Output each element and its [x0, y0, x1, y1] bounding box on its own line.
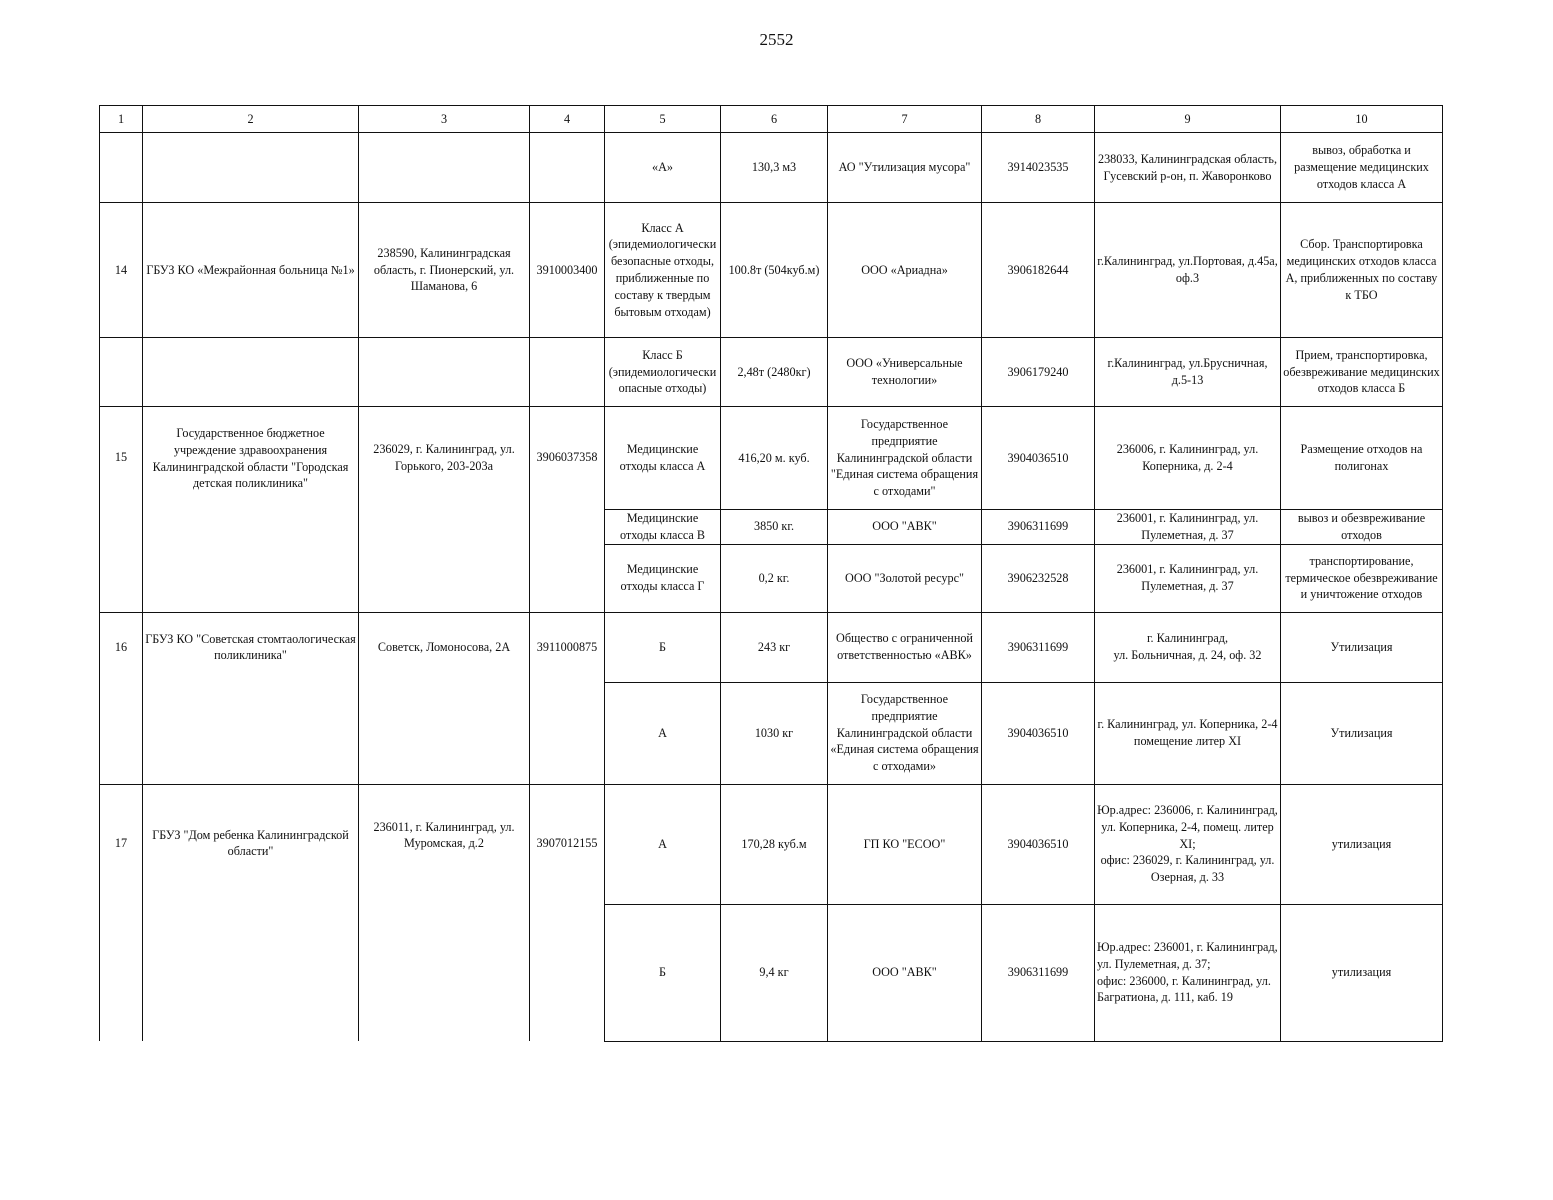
contractor-name: Государственное предприятие Калининградской области «Единая система обращения с отходами»	[828, 682, 982, 784]
organization-name	[143, 338, 359, 407]
table-row	[100, 612, 1443, 682]
organization-name	[143, 133, 359, 203]
organization-address	[359, 338, 530, 407]
header-row	[100, 106, 1443, 133]
table-row	[100, 784, 1443, 904]
contractor-address: 236001, г. Калининград, ул. Пулеметная, д. 37	[1095, 544, 1281, 612]
waste-amount: 416,20 м. куб.	[721, 407, 828, 510]
organization-inn: 3907012155	[530, 784, 605, 1041]
organization-name: ГБУЗ КО «Межрайонная больница №1»	[143, 203, 359, 338]
waste-class: Класс Б (эпидемиологически опасные отходы)	[605, 338, 721, 407]
waste-amount: 0,2 кг.	[721, 544, 828, 612]
activity: Утилизация	[1281, 682, 1443, 784]
row-number: 14	[100, 203, 143, 338]
organization-name: ГБУЗ "Дом ребенка Калининградской области"	[143, 784, 359, 1041]
activity: утилизация	[1281, 784, 1443, 904]
contractor-address: Юр.адрес: 236001, г. Калининград, ул. Пулеметная, д. 37; офис: 236000, г. Калининград, ул. Багратиона, д. 111, каб. 19	[1095, 904, 1281, 1041]
row-number: 15	[100, 407, 143, 613]
waste-class: А	[605, 784, 721, 904]
column-header: 4	[530, 106, 605, 133]
activity: Прием, транспортировка, обезвреживание медицинских отходов класса Б	[1281, 338, 1443, 407]
contractor-inn: 3906179240	[982, 338, 1095, 407]
waste-class: Б	[605, 612, 721, 682]
organization-inn: 3906037358	[530, 407, 605, 613]
column-header: 8	[982, 106, 1095, 133]
table-row	[100, 338, 1443, 407]
organization-address: 238590, Калининградская область, г. Пионерский, ул. Шаманова, 6	[359, 203, 530, 338]
waste-amount: 9,4 кг	[721, 904, 828, 1041]
contractor-inn: 3906311699	[982, 510, 1095, 545]
contractor-name: ООО "АВК"	[828, 510, 982, 545]
contractor-name: ГП КО "ЕСОО"	[828, 784, 982, 904]
contractor-address: 238033, Калининградская область, Гусевский р-он, п. Жаворонково	[1095, 133, 1281, 203]
organization-inn	[530, 133, 605, 203]
contractor-name: Государственное предприятие Калининградской области "Единая система обращения с отходами"	[828, 407, 982, 510]
contractor-inn: 3906311699	[982, 904, 1095, 1041]
table-row	[100, 133, 1443, 203]
column-header: 10	[1281, 106, 1443, 133]
waste-class: А	[605, 682, 721, 784]
contractor-address: г.Калининград, ул.Портовая, д.45а, оф.3	[1095, 203, 1281, 338]
column-header: 3	[359, 106, 530, 133]
organization-inn	[530, 338, 605, 407]
waste-amount: 3850 кг.	[721, 510, 828, 545]
waste-amount: 1030 кг	[721, 682, 828, 784]
contractor-inn: 3906182644	[982, 203, 1095, 338]
contractor-name: ООО «Универсальные технологии»	[828, 338, 982, 407]
table-row	[100, 203, 1443, 338]
contractor-address: 236001, г. Калининград, ул. Пулеметная, д. 37	[1095, 510, 1281, 545]
contractor-address: г. Калининград, ул. Больничная, д. 24, оф. 32	[1095, 612, 1281, 682]
contractor-address: г. Калининград, ул. Коперника, 2-4 помещение литер XI	[1095, 682, 1281, 784]
organization-name: ГБУЗ КО "Советская стомтаологическая поликлиника"	[143, 612, 359, 784]
column-header: 1	[100, 106, 143, 133]
organization-address: 236029, г. Калининград, ул. Горького, 203-203а	[359, 407, 530, 613]
organization-address: 236011, г. Калининград, ул. Муромская, д.2	[359, 784, 530, 1041]
row-number: 16	[100, 612, 143, 784]
waste-class: «А»	[605, 133, 721, 203]
activity: вывоз, обработка и размещение медицинских отходов класса А	[1281, 133, 1443, 203]
waste-amount: 100.8т (504куб.м)	[721, 203, 828, 338]
row-number: 17	[100, 784, 143, 1041]
organization-inn: 3911000875	[530, 612, 605, 784]
contractor-inn: 3906232528	[982, 544, 1095, 612]
waste-class: Медицинские отходы класса А	[605, 407, 721, 510]
column-header: 9	[1095, 106, 1281, 133]
contractor-inn: 3904036510	[982, 682, 1095, 784]
contractor-inn: 3904036510	[982, 784, 1095, 904]
activity: вывоз и обезвреживание отходов	[1281, 510, 1443, 545]
contractor-name: ООО «Ариадна»	[828, 203, 982, 338]
contractor-name: Общество с ограниченной ответственностью «АВК»	[828, 612, 982, 682]
waste-amount: 243 кг	[721, 612, 828, 682]
contractor-name: ООО "Золотой ресурс"	[828, 544, 982, 612]
row-number	[100, 338, 143, 407]
activity: Размещение отходов на полигонах	[1281, 407, 1443, 510]
waste-class: Б	[605, 904, 721, 1041]
organization-name: Государственное бюджетное учреждение здравоохранения Калининградской области "Городская детская поликлиника"	[143, 407, 359, 613]
column-header: 7	[828, 106, 982, 133]
waste-class: Класс А (эпидемиологически безопасные отходы, приближенные по составу к твердым бытовым отходам)	[605, 203, 721, 338]
waste-amount: 170,28 куб.м	[721, 784, 828, 904]
contractor-name: ООО "АВК"	[828, 904, 982, 1041]
waste-amount: 2,48т (2480кг)	[721, 338, 828, 407]
page-number: 2552	[759, 30, 794, 49]
contractor-address: г.Калининград, ул.Брусничная, д.5-13	[1095, 338, 1281, 407]
activity: утилизация	[1281, 904, 1443, 1041]
activity: Утилизация	[1281, 612, 1443, 682]
row-number	[100, 133, 143, 203]
contractor-inn: 3914023535	[982, 133, 1095, 203]
column-header: 5	[605, 106, 721, 133]
column-header: 6	[721, 106, 828, 133]
contractor-address: 236006, г. Калининград, ул. Коперника, д. 2-4	[1095, 407, 1281, 510]
waste-registry-table	[99, 105, 1443, 1042]
activity: Сбор. Транспортировка медицинских отходов класса А, приближенных по составу к ТБО	[1281, 203, 1443, 338]
table-row	[100, 407, 1443, 510]
organization-address: Советск, Ломоносова, 2А	[359, 612, 530, 784]
waste-amount: 130,3 м3	[721, 133, 828, 203]
contractor-inn: 3904036510	[982, 407, 1095, 510]
waste-class: Медицинские отходы класса В	[605, 510, 721, 545]
contractor-inn: 3906311699	[982, 612, 1095, 682]
waste-class: Медицинские отходы класса Г	[605, 544, 721, 612]
contractor-name: АО "Утилизация мусора"	[828, 133, 982, 203]
organization-inn: 3910003400	[530, 203, 605, 338]
contractor-address: Юр.адрес: 236006, г. Калининград, ул. Коперника, 2-4, помещ. литер XI; офис: 236029, г. Калининград, ул. Озерная, д. 33	[1095, 784, 1281, 904]
organization-address	[359, 133, 530, 203]
column-header: 2	[143, 106, 359, 133]
activity: транспортирование, термическое обезвреживание и уничтожение отходов	[1281, 544, 1443, 612]
